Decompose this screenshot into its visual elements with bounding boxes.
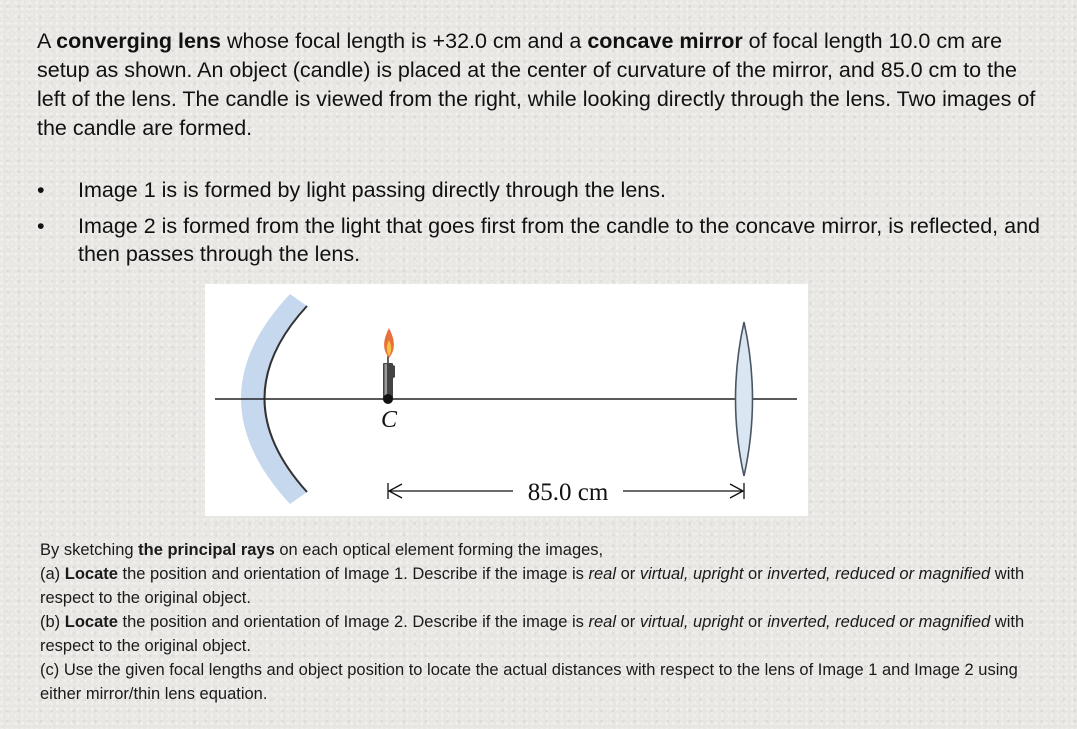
bullet-icon: •: [37, 178, 45, 202]
candle-object: [383, 328, 395, 404]
intro-bold-converging-lens: converging lens: [56, 29, 222, 53]
bullet-text: Image 1 is is formed by light passing directly through the lens.: [78, 178, 666, 202]
distance-label: 85.0 cm: [527, 479, 609, 506]
intro-text-2: whose focal length is +32.0 cm and a: [221, 29, 588, 53]
intro-bold-concave-mirror: concave mirror: [587, 29, 743, 53]
principal-rays-emphasis: the principal rays: [138, 541, 275, 559]
converging-lens: [736, 322, 753, 476]
center-of-curvature-point: [383, 394, 393, 404]
image-bullet-list: [37, 176, 1047, 276]
problem-statement: [37, 27, 1047, 143]
list-item: [37, 176, 1047, 204]
question-block: [40, 538, 1055, 706]
question-intro: By sketching the principal rays on each optical element forming the images,: [40, 541, 604, 559]
list-item: [37, 212, 1047, 268]
point-label-c: C: [381, 407, 398, 433]
candle-highlight: [385, 364, 388, 397]
bullet-icon: •: [37, 214, 45, 238]
optics-diagram-svg: [205, 284, 808, 516]
intro-text-3: of focal length 10.0 cm are setup as shown. An object (candle) is placed at the center of curvature of the mirror, and 85.0 cm to the left of the lens. The candle is viewed from the right, while looking directly through the lens. Two images of the candle are formed.: [37, 29, 1036, 140]
question-c: (c) Use the given focal lengths and object position to locate the actual distances with respect to the lens of Image 1 and Image 2 using either mirror/thin lens equation.: [40, 661, 1018, 703]
bullet-text: Image 2 is formed from the light that goes first from the candle to the concave mirror, is reflected, and then passes through the lens.: [78, 214, 1040, 266]
intro-text-1: A: [37, 29, 57, 53]
question-b: (b) Locate the position and orientation of Image 2. Describe if the image is real or virtual, upright or inverted, reduced or magnified with respect to the original object.: [40, 613, 1025, 655]
question-a: (a) Locate the position and orientation of Image 1. Describe if the image is real or virtual, upright or inverted, reduced or magnified with respect to the original object.: [40, 565, 1025, 607]
optics-diagram: [205, 284, 808, 516]
